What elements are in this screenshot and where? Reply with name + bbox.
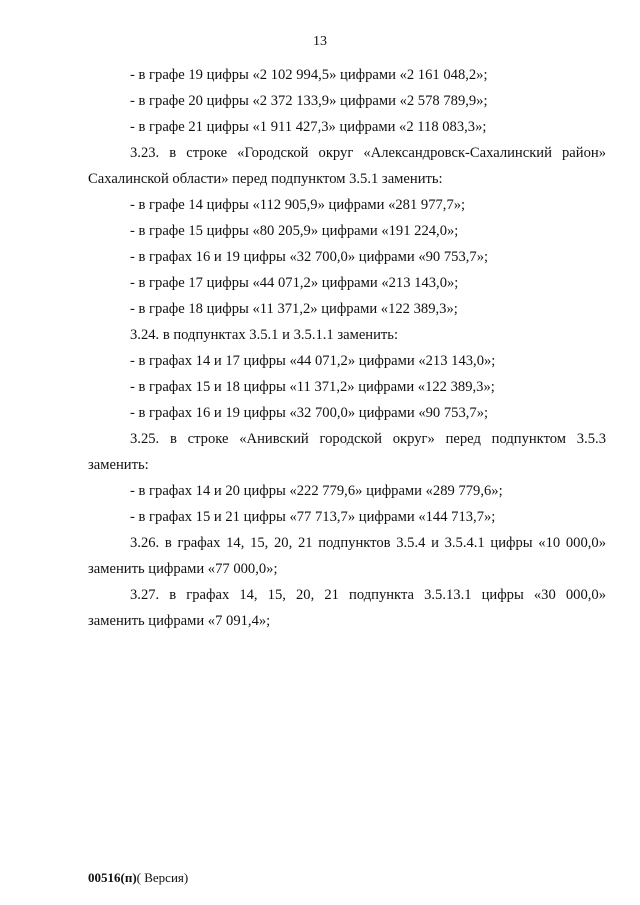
text-line xyxy=(88,374,606,400)
document-code: 00516(п) xyxy=(88,870,137,885)
line-text: - в графе 21 цифры «1 911 427,3» цифрами «2 118 083,3»; xyxy=(130,119,487,135)
line-text: - в графах 15 и 21 цифры «77 713,7» цифрами «144 713,7»; xyxy=(130,509,496,525)
line-text: 3.27. в графах 14, 15, 20, 21 подпункта 3.5.13.1 цифры «30 000,0» xyxy=(130,587,606,603)
text-line xyxy=(88,348,606,374)
paragraph-line xyxy=(88,140,606,166)
paragraph-line xyxy=(88,322,606,348)
paragraph-line xyxy=(88,166,606,192)
line-text: - в графах 16 и 19 цифры «32 700,0» цифрами «90 753,7»; xyxy=(130,249,489,265)
line-text: - в графе 17 цифры «44 071,2» цифрами «213 143,0»; xyxy=(130,275,459,291)
page-number: 13 xyxy=(313,34,327,49)
paragraph-line xyxy=(88,582,606,608)
line-text: - в графах 16 и 19 цифры «32 700,0» цифрами «90 753,7»; xyxy=(130,405,489,421)
text-line xyxy=(88,88,606,114)
line-text: 3.26. в графах 14, 15, 20, 21 подпунктов 3.5.4 и 3.5.4.1 цифры «10 000,0» xyxy=(130,535,606,551)
text-line xyxy=(88,114,606,140)
line-text: - в графах 14 и 20 цифры «222 779,6» цифрами «289 779,6»; xyxy=(130,483,503,499)
text-line xyxy=(88,296,606,322)
line-text: Сахалинской области» перед подпунктом 3.5.1 заменить: xyxy=(88,171,443,187)
line-text: - в графах 14 и 17 цифры «44 071,2» цифрами «213 143,0»; xyxy=(130,353,496,369)
text-line xyxy=(88,400,606,426)
paragraph-line xyxy=(88,556,606,582)
line-text: 3.24. в подпунктах 3.5.1 и 3.5.1.1 заменить: xyxy=(130,327,399,343)
text-line xyxy=(88,478,606,504)
paragraph-line xyxy=(88,530,606,556)
line-text: - в графе 14 цифры «112 905,9» цифрами «281 977,7»; xyxy=(130,197,466,213)
document-body xyxy=(88,62,606,634)
document-version: ( Версия) xyxy=(136,870,189,885)
line-text: 3.23. в строке «Городской округ «Александровск-Сахалинский район» xyxy=(130,145,606,161)
line-text: - в графе 15 цифры «80 205,9» цифрами «191 224,0»; xyxy=(130,223,459,239)
text-line xyxy=(88,270,606,296)
paragraph-line xyxy=(88,608,606,634)
text-line xyxy=(88,192,606,218)
text-line xyxy=(88,504,606,530)
line-text: - в графе 18 цифры «11 371,2» цифрами «122 389,3»; xyxy=(130,301,458,317)
footer xyxy=(88,870,188,886)
line-text: - в графах 15 и 18 цифры «11 371,2» цифрами «122 389,3»; xyxy=(130,379,495,395)
text-line xyxy=(88,218,606,244)
line-text: заменить цифрами «7 091,4»; xyxy=(88,613,271,629)
line-text: заменить цифрами «77 000,0»; xyxy=(88,561,278,577)
text-line xyxy=(88,62,606,88)
line-text: - в графе 19 цифры «2 102 994,5» цифрами «2 161 048,2»; xyxy=(130,67,488,83)
line-text: 3.25. в строке «Анивский городской округ» перед подпунктом 3.5.3 xyxy=(130,431,606,447)
line-text: заменить: xyxy=(88,457,149,473)
paragraph-line xyxy=(88,452,606,478)
text-line xyxy=(88,244,606,270)
line-text: - в графе 20 цифры «2 372 133,9» цифрами «2 578 789,9»; xyxy=(130,93,488,109)
paragraph-line xyxy=(88,426,606,452)
